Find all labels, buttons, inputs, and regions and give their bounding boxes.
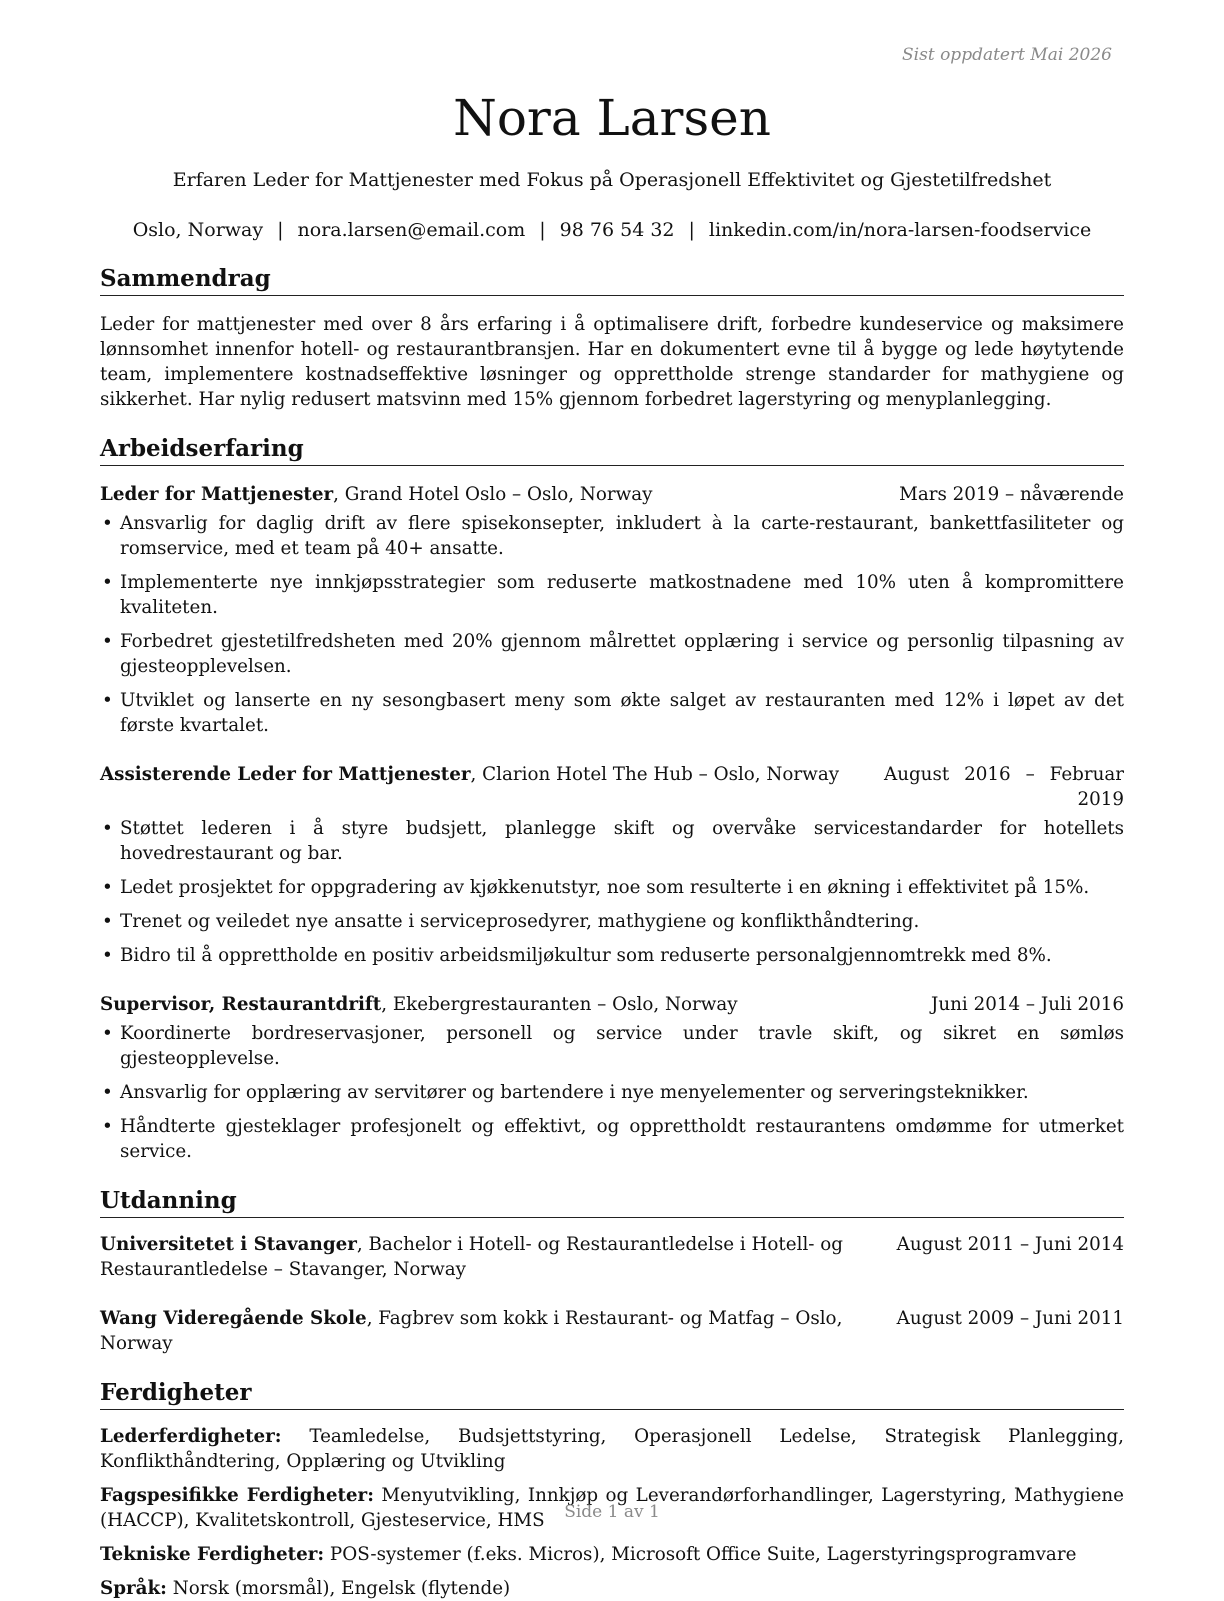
job-bullet: • Ledet prosjektet for oppgradering av kjøkkenutstyr, noe som resulterte i en økning i effektivitet på 15%. bbox=[100, 875, 1124, 900]
job-dates: August 2016 – Februar 2019 bbox=[884, 764, 1124, 810]
candidate-name: Nora Larsen bbox=[453, 89, 771, 147]
job-bullet: • Trenet og veiledet nye ansatte i serviceprosedyrer, mathygiene og konflikthåndtering. bbox=[100, 909, 1124, 934]
contact-email[interactable]: nora.larsen@email.com bbox=[297, 219, 526, 241]
experience-section bbox=[100, 434, 1124, 1164]
job-place: , Grand Hotel Oslo – Oslo, Norway bbox=[333, 484, 653, 505]
education-school: Universitetet i Stavanger bbox=[100, 1234, 357, 1255]
skill-text: Menyutvikling, Innkjøp og Leverandørforhandlinger, Lagerstyring, Mathygiene (HACCP), Kvalitetskontroll, Gjesteservice, HMS bbox=[100, 1485, 1124, 1531]
education-section bbox=[100, 1186, 1124, 1356]
page-number: Side 1 av 1 bbox=[564, 1502, 660, 1522]
contact-separator: | bbox=[688, 219, 695, 241]
summary-section bbox=[100, 264, 1124, 412]
skill-label: Språk: bbox=[100, 1578, 167, 1599]
skill-text: Teamledelse, Budsjettstyring, Operasjonell Ledelse, Strategisk Planlegging, Konflikthåndtering, Opplæring og Utvikling bbox=[100, 1426, 1124, 1472]
skill-text: Norsk (morsmål), Engelsk (flytende) bbox=[166, 1578, 511, 1599]
job-bullet: • Forbedret gjestetilfredsheten med 20% gjennom målrettet opplæring i service og personlig tilpasning av gjesteopplevelsen. bbox=[100, 629, 1124, 679]
job-bullet: • Implementerte nye innkjøpsstrategier som reduserte matkostnadene med 10% uten å kompromittere kvaliteten. bbox=[100, 570, 1124, 620]
job-header bbox=[100, 992, 1124, 1017]
skill-label: Fagspesifikke Ferdigheter: bbox=[100, 1485, 374, 1506]
skill-text: POS-systemer (f.eks. Micros), Microsoft Office Suite, Lagerstyringsprogramvare bbox=[324, 1544, 1077, 1565]
job-place: , Clarion Hotel The Hub – Oslo, Norway bbox=[470, 764, 840, 785]
job-entry bbox=[100, 482, 1124, 738]
education-detail: , Bachelor i Hotell- og Restaurantledelse i Hotell- og Restaurantledelse – Stavanger, Norway bbox=[100, 1234, 843, 1280]
job-bullet: • Ansvarlig for opplæring av servitører og bartendere i nye menyelementer og serveringsteknikker. bbox=[100, 1080, 1124, 1105]
job-bullets bbox=[100, 1021, 1124, 1164]
education-dates: August 2009 – Juni 2011 bbox=[896, 1308, 1124, 1329]
section-title-skills: Ferdigheter bbox=[100, 1378, 1124, 1410]
skill-line bbox=[100, 1542, 1124, 1567]
skill-line bbox=[100, 1576, 1124, 1601]
section-title-summary: Sammendrag bbox=[100, 264, 1124, 296]
education-dates: August 2011 – Juni 2014 bbox=[896, 1234, 1124, 1255]
job-bullet: • Håndterte gjesteklager profesjonelt og effektivt, og opprettholdt restaurantens omdømme for utmerket service. bbox=[100, 1114, 1124, 1164]
contact-phone: 98 76 54 32 bbox=[559, 219, 675, 241]
contact-separator: | bbox=[539, 219, 546, 241]
job-role: Leder for Mattjenester bbox=[100, 484, 334, 505]
summary-text: Leder for mattjenester med over 8 års erfaring i å optimalisere drift, forbedre kundeservice og maksimere lønnsomhet innenfor hotell- og restaurantbransjen. Har en dokumentert evne til å bygge og lede høytytende team, implementere kostnadseffektive løsninger og opprettholde strenge standarder for mathygiene og sikkerhet. Har nylig redusert matsvinn med 15% gjennom forbedret lagerstyring og menyplanlegging. bbox=[100, 314, 1124, 410]
section-title-experience: Arbeidserfaring bbox=[100, 434, 1124, 466]
contact-line bbox=[100, 218, 1124, 242]
contact-location: Oslo, Norway bbox=[132, 219, 264, 241]
skills-section bbox=[100, 1378, 1124, 1601]
contact-separator: | bbox=[277, 219, 284, 241]
skill-label: Lederferdigheter: bbox=[100, 1426, 282, 1447]
section-title-education: Utdanning bbox=[100, 1186, 1124, 1218]
job-dates: Mars 2019 – nåværende bbox=[899, 484, 1124, 505]
tagline: Erfaren Leder for Mattjenester med Fokus på Operasjonell Effektivitet og Gjestetilfredshet bbox=[172, 169, 1052, 191]
skill-line bbox=[100, 1424, 1124, 1474]
skill-label: Tekniske Ferdigheter: bbox=[100, 1544, 325, 1565]
job-bullets bbox=[100, 816, 1124, 968]
job-header bbox=[100, 482, 1124, 507]
job-bullets bbox=[100, 511, 1124, 738]
job-entry bbox=[100, 762, 1124, 968]
job-entry bbox=[100, 992, 1124, 1164]
job-bullet: • Støttet lederen i å styre budsjett, planlegge skift og overvåke servicestandarder for hotellets hovedrestaurant og bar. bbox=[100, 816, 1124, 866]
job-bullet: • Utviklet og lanserte en ny sesongbasert meny som økte salget av restauranten med 12% i løpet av det første kvartalet. bbox=[100, 688, 1124, 738]
education-entry bbox=[100, 1306, 1124, 1356]
last-updated: Sist oppdatert Mai 2026 bbox=[902, 45, 1112, 65]
job-dates: Juni 2014 – Juli 2016 bbox=[931, 994, 1124, 1015]
job-role: Supervisor, Restaurantdrift bbox=[100, 994, 382, 1015]
education-school: Wang Videregående Skole bbox=[100, 1308, 367, 1329]
job-bullet: • Bidro til å opprettholde en positiv arbeidsmiljøkultur som reduserte personalgjennomtrekk med 8%. bbox=[100, 943, 1124, 968]
job-role: Assisterende Leder for Mattjenester bbox=[100, 764, 471, 785]
job-bullet: • Ansvarlig for daglig drift av flere spisekonsepter, inkludert à la carte-restaurant, bankettfasiliteter og romservice, med et team på 40+ ansatte. bbox=[100, 511, 1124, 561]
job-place: , Ekebergrestauranten – Oslo, Norway bbox=[381, 994, 738, 1015]
education-detail: , Fagbrev som kokk i Restaurant- og Matfag – Oslo, Norway bbox=[100, 1308, 843, 1354]
job-header bbox=[100, 762, 1124, 812]
education-entry bbox=[100, 1232, 1124, 1282]
contact-linkedin[interactable]: linkedin.com/in/nora-larsen-foodservice bbox=[708, 219, 1092, 241]
job-bullet: • Koordinerte bordreservasjoner, personell og service under travle skift, og sikret en sømløs gjesteopplevelse. bbox=[100, 1021, 1124, 1071]
